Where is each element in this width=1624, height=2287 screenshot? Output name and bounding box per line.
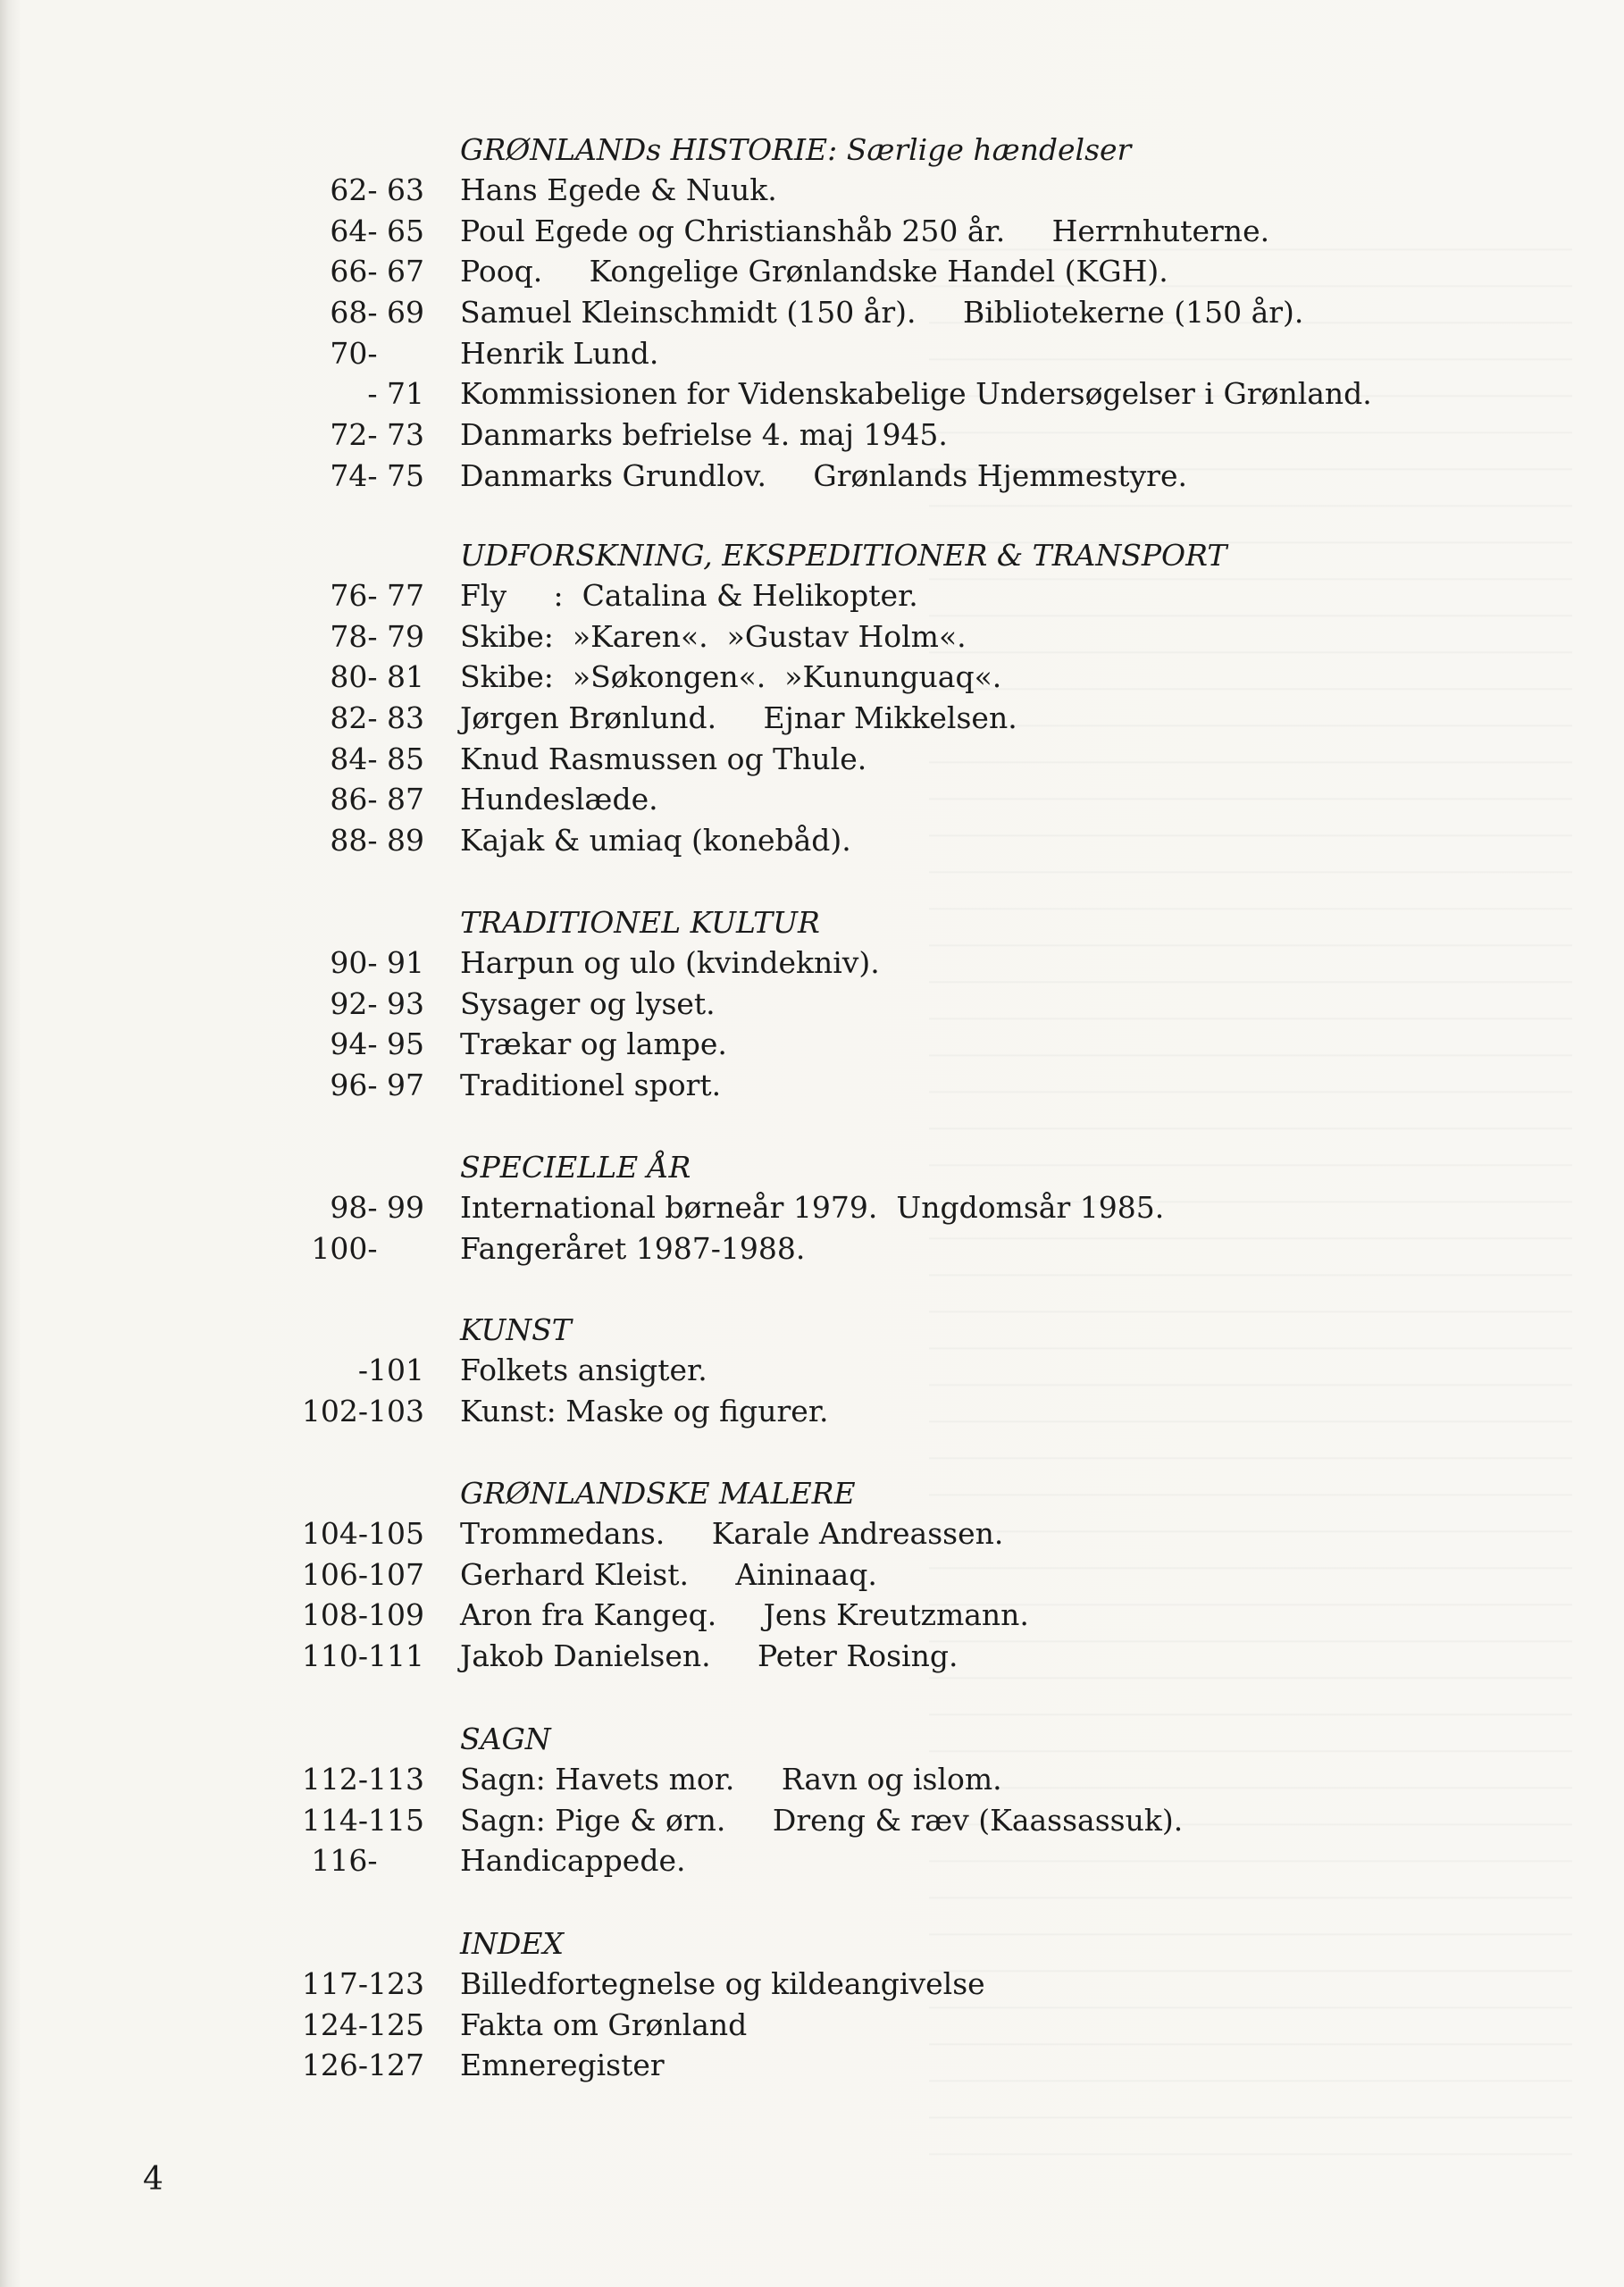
section-heading: GRØNLANDSKE MALERE <box>460 1476 856 1511</box>
list-item <box>0 333 1624 374</box>
entry-title: Emneregister <box>460 2048 665 2083</box>
page-range: 94- 95 <box>330 1026 424 1062</box>
section-heading: KUNST <box>460 1312 572 1347</box>
entry-title: Sysager og lyset. <box>460 985 716 1021</box>
entry-title: Handicappede. <box>460 1843 686 1879</box>
section-rows <box>0 1964 1624 2086</box>
entry-title: Knud Rasmussen og Thule. <box>460 741 867 776</box>
section-heading: GRØNLANDs HISTORIE: Særlige hændelser <box>460 132 1132 167</box>
page-range: 112-113 <box>301 1762 424 1797</box>
entry-title: Fakta om Grønland <box>460 2006 748 2042</box>
entry-title: Kunst: Maske og figurer. <box>460 1393 829 1428</box>
list-item <box>0 1513 1624 1554</box>
entry-title: Skibe: »Karen«. »Gustav Holm«. <box>460 618 967 654</box>
section-heading: INDEX <box>460 1926 564 1961</box>
entry-title: Fangeråret 1987-1988. <box>460 1230 806 1266</box>
page-range: 84- 85 <box>330 741 424 776</box>
page-range: 72- 73 <box>330 417 424 453</box>
section-rows <box>0 1759 1624 1881</box>
page-range: 100- <box>311 1230 424 1266</box>
section-rows <box>0 575 1624 861</box>
page-range: 98- 99 <box>330 1190 424 1225</box>
list-item <box>0 1759 1624 1800</box>
list-item <box>0 292 1624 333</box>
page-range: - 71 <box>367 376 424 412</box>
entry-title: Traditionel sport. <box>460 1068 722 1103</box>
list-item <box>0 1024 1624 1065</box>
entry-title: Fly : Catalina & Helikopter. <box>460 578 918 613</box>
list-item <box>0 251 1624 292</box>
page-range: 86- 87 <box>330 782 424 817</box>
list-item <box>0 211 1624 252</box>
entry-title: International børneår 1979. Ungdomsår 1985. <box>460 1190 1165 1225</box>
entry-title: Pooq. Kongelige Grønlandske Handel (KGH). <box>460 254 1168 289</box>
entry-title: Kommissionen for Videnskabelige Undersøgelser i Grønland. <box>460 376 1372 412</box>
section-heading: TRADITIONEL KULTUR <box>460 905 820 940</box>
entry-title: Jakob Danielsen. Peter Rosing. <box>460 1638 958 1674</box>
list-item <box>0 1391 1624 1432</box>
entry-title: Samuel Kleinschmidt (150 år). Bibliotekerne (150 år). <box>460 295 1304 331</box>
list-item <box>0 1636 1624 1677</box>
list-item <box>0 1065 1624 1106</box>
entry-title: Trækar og lampe. <box>460 1026 727 1062</box>
section-rows <box>0 170 1624 497</box>
page-range: 116- <box>311 1843 424 1879</box>
entry-title: Harpun og ulo (kvindekniv). <box>460 945 880 980</box>
section-rows <box>0 1187 1624 1269</box>
list-item <box>0 2005 1624 2046</box>
entry-title: Aron fra Kangeq. Jens Kreutzmann. <box>460 1597 1029 1633</box>
page-range: 92- 93 <box>330 985 424 1021</box>
entry-title: Hundeslæde. <box>460 782 658 817</box>
section-rows <box>0 1350 1624 1431</box>
entry-title: Billedfortegnelse og kildeangivelse <box>460 1966 985 2001</box>
page-range: 124-125 <box>301 2006 424 2042</box>
entry-title: Gerhard Kleist. Aininaaq. <box>460 1556 877 1592</box>
list-item <box>0 1840 1624 1881</box>
entry-title: Kajak & umiaq (konebåd). <box>460 823 851 859</box>
page-range: 80- 81 <box>330 659 424 695</box>
page-range: 70- <box>330 335 424 371</box>
list-item <box>0 456 1624 497</box>
page-range: 102-103 <box>301 1393 424 1428</box>
page-range: -101 <box>357 1353 424 1387</box>
entry-title: Hans Egede & Nuuk. <box>460 172 777 207</box>
list-item <box>0 739 1624 780</box>
page-range: 108-109 <box>301 1597 424 1633</box>
list-item <box>0 779 1624 820</box>
entry-title: Sagn: Havets mor. Ravn og islom. <box>460 1762 1002 1797</box>
list-item <box>0 942 1624 984</box>
list-item <box>0 575 1624 616</box>
page-range: 90- 91 <box>330 945 424 980</box>
list-item <box>0 170 1624 211</box>
page-range: 117-123 <box>301 1966 424 2001</box>
entry-title: Trommedans. Karale Andreassen. <box>460 1516 1004 1551</box>
section-heading: UDFORSKNING, EKSPEDITIONER & TRANSPORT <box>460 538 1227 573</box>
list-item <box>0 2045 1624 2086</box>
list-item <box>0 373 1624 415</box>
list-item <box>0 1350 1624 1391</box>
list-item <box>0 820 1624 861</box>
entry-title: Danmarks befrielse 4. maj 1945. <box>460 417 948 453</box>
page-range: 126-127 <box>301 2048 424 2083</box>
page-range: 82- 83 <box>330 700 424 736</box>
page-range: 74- 75 <box>330 457 424 493</box>
list-item <box>0 415 1624 456</box>
section-rows <box>0 942 1624 1106</box>
section-heading: SPECIELLE ÅR <box>460 1150 691 1185</box>
page-range: 62- 63 <box>330 172 424 207</box>
list-item <box>0 1228 1624 1269</box>
page-range: 88- 89 <box>330 823 424 859</box>
list-item <box>0 1595 1624 1636</box>
list-item <box>0 698 1624 739</box>
page-range: 78- 79 <box>330 618 424 654</box>
list-item <box>0 657 1624 698</box>
entry-title: Poul Egede og Christianshåb 250 år. Herrnhuterne. <box>460 213 1270 248</box>
page-range: 114-115 <box>301 1802 424 1838</box>
entry-title: Danmarks Grundlov. Grønlands Hjemmestyre. <box>460 457 1187 493</box>
page-range: 66- 67 <box>330 254 424 289</box>
page-range: 106-107 <box>301 1556 424 1592</box>
entry-title: Henrik Lund. <box>460 335 659 371</box>
list-item <box>0 1554 1624 1596</box>
page-range: 76- 77 <box>330 578 424 613</box>
section-heading: SAGN <box>460 1722 551 1756</box>
page-number: 4 <box>143 2161 163 2198</box>
entry-title: Folkets ansigter. <box>460 1353 707 1387</box>
page-range: 68- 69 <box>330 295 424 331</box>
entry-title: Skibe: »Søkongen«. »Kununguaq«. <box>460 659 1002 695</box>
list-item <box>0 616 1624 658</box>
page-range: 110-111 <box>301 1638 424 1674</box>
list-item <box>0 984 1624 1025</box>
list-item <box>0 1187 1624 1228</box>
page-range: 64- 65 <box>330 213 424 248</box>
page-range: 96- 97 <box>330 1068 424 1103</box>
entry-title: Sagn: Pige & ørn. Dreng & ræv (Kaassassuk). <box>460 1802 1184 1838</box>
list-item <box>0 1964 1624 2005</box>
page-range: 104-105 <box>301 1516 424 1551</box>
entry-title: Jørgen Brønlund. Ejnar Mikkelsen. <box>460 700 1017 736</box>
section-rows <box>0 1513 1624 1677</box>
list-item <box>0 1800 1624 1841</box>
